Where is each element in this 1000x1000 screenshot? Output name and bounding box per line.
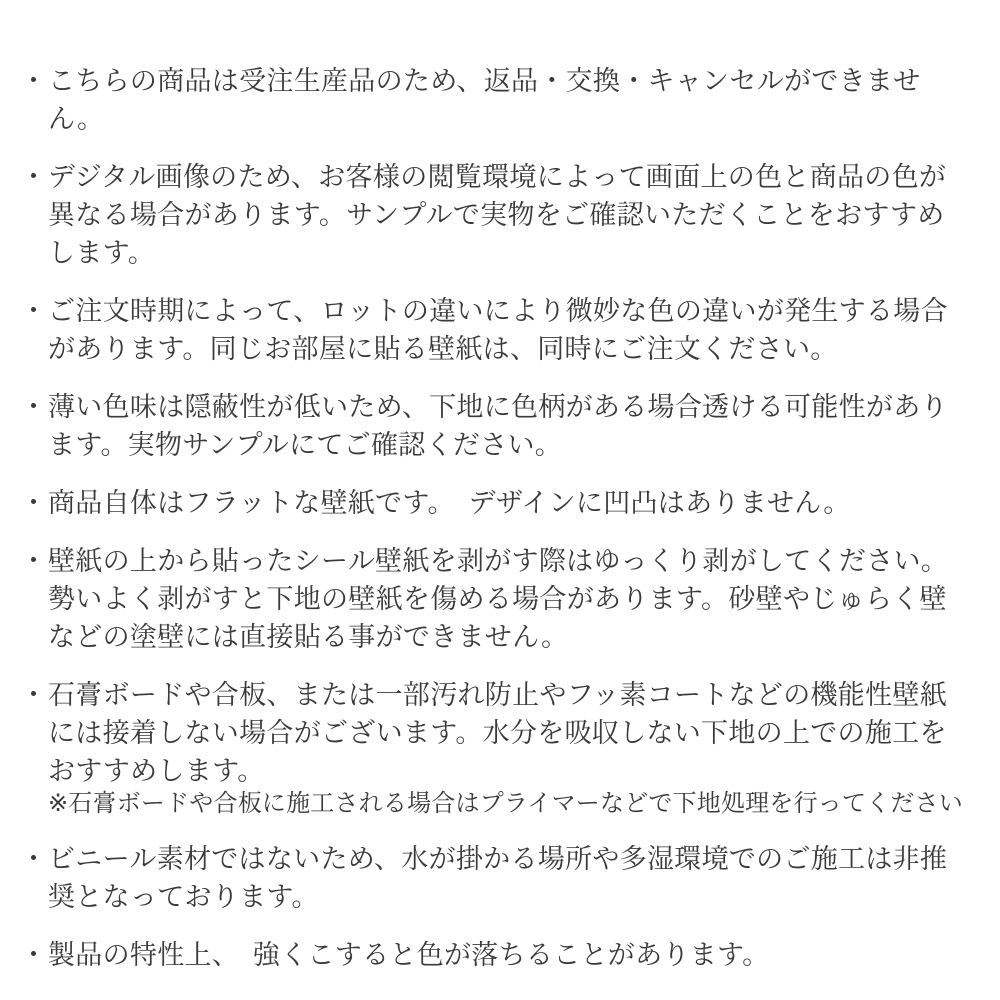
notice-text: ビニール素材ではないため、水が掛かる場所や多湿環境でのご施工は非推奨となっております。 (48, 844, 948, 912)
notice-item (20, 840, 964, 916)
notice-text: ご注文時期によって、ロットの違いにより微妙な色の違いが発生する場合があります。同じお部屋に貼る壁紙は、同時にご注文ください。 (48, 296, 948, 364)
notice-item (20, 542, 964, 656)
notice-item (20, 388, 964, 464)
notice-text: 製品の特性上、 強くこすると色が落ちることがあります。 (48, 940, 770, 970)
bullet-icon: ・ (20, 940, 48, 970)
notice-text: こちらの商品は受注生産品のため、返品・交換・キャンセルができません。 (48, 66, 921, 134)
bullet-icon: ・ (20, 66, 48, 96)
notice-item (20, 676, 964, 820)
notice-text: 商品自体はフラットな壁紙です。 デザインに凹凸はありません。 (48, 488, 851, 518)
notice-text: 薄い色味は隠蔽性が低いため、下地に色柄がある場合透ける可能性があります。実物サンプルにてご確認ください。 (48, 392, 948, 460)
notice-list (20, 62, 964, 974)
notice-item (20, 292, 964, 368)
bullet-icon: ・ (20, 680, 48, 710)
notice-footnote: ※石膏ボードや合板に施工される場合はプライマーなどで下地処理を行ってください (48, 790, 963, 817)
bullet-icon: ・ (20, 546, 48, 576)
bullet-icon: ・ (20, 488, 48, 518)
bullet-icon: ・ (20, 296, 48, 326)
notice-item (20, 936, 964, 974)
notice-item (20, 484, 964, 522)
bullet-icon: ・ (20, 392, 48, 422)
notice-item (20, 62, 964, 138)
bullet-icon: ・ (20, 162, 48, 192)
notice-text: 石膏ボードや合板、または一部汚れ防止やフッ素コートなどの機能性壁紙には接着しない場合がございます。水分を吸収しない下地の上での施工をおすすめします。 (48, 680, 948, 786)
notice-item (20, 158, 964, 272)
notice-text: デジタル画像のため、お客様の閲覧環境によって画面上の色と商品の色が異なる場合があります。サンプルで実物をご確認いただくことをおすすめします。 (48, 162, 947, 268)
bullet-icon: ・ (20, 844, 48, 874)
notice-text: 壁紙の上から貼ったシール壁紙を剥がす際はゆっくり剥がしてください。勢いよく剥がすと下地の壁紙を傷める場合があります。砂壁やじゅらく壁などの塗壁には直接貼る事ができません。 (48, 546, 949, 652)
